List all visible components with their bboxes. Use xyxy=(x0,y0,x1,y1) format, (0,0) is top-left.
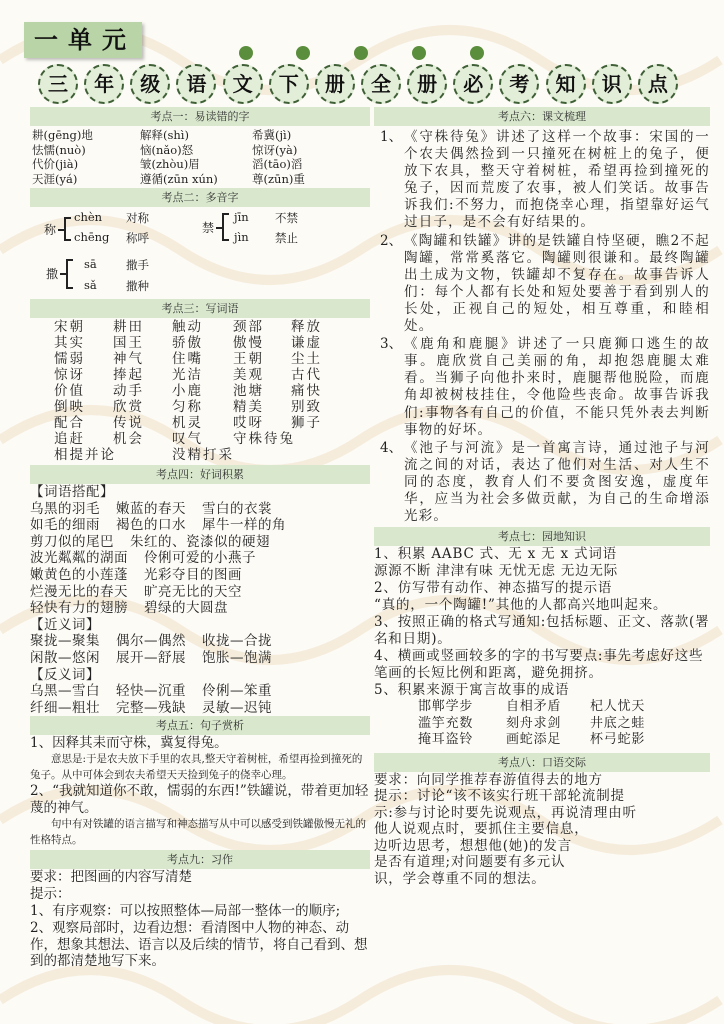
brace-icon xyxy=(66,259,73,289)
word: 其实 xyxy=(54,335,85,351)
dot-icon xyxy=(354,46,368,60)
word: 欣赏 xyxy=(113,399,144,415)
word: 触动 xyxy=(172,319,203,335)
word: 称呼 xyxy=(126,231,149,245)
word: 懦弱 xyxy=(54,351,85,367)
word: 耕田 xyxy=(113,319,144,335)
word: 狮子 xyxy=(291,415,322,431)
sentence-analysis xyxy=(30,735,370,848)
section-1-header: 考点一：易读错的字 xyxy=(30,107,370,126)
word: 捧起 xyxy=(113,367,144,383)
word: 倒映 xyxy=(54,399,85,415)
collocation-title: 【词语搭配】 xyxy=(30,484,114,500)
collocation-row xyxy=(30,534,370,551)
brace-icon xyxy=(222,213,229,241)
word: 机会 xyxy=(113,431,144,447)
idiom: 刻舟求剑 xyxy=(506,715,562,731)
phrase: 雪白的衣裳 xyxy=(202,500,272,517)
dot-icon xyxy=(296,46,310,60)
title-char: 文 xyxy=(223,64,263,104)
phrase: 褐色的口水 xyxy=(116,517,186,534)
idiom: 掩耳盗铃 xyxy=(418,732,474,748)
phrase: 嫩蓝的春天 xyxy=(116,500,186,517)
oral-line: 提示：讨论“该不该实行班干部轮流制提 xyxy=(374,788,625,805)
oral-line: 示:参与讨论时要先说观点，再说清理由听 xyxy=(374,804,637,821)
dot-icon xyxy=(470,46,484,60)
pinyin: chēng xyxy=(74,230,110,244)
pair: 闲散—悠闲 xyxy=(30,649,100,666)
text-review-item xyxy=(374,233,710,336)
pair: 完整—残缺 xyxy=(116,699,186,716)
phrase: 犀牛一样的角 xyxy=(202,517,286,534)
garden-line: 4、横画或竖画较多的字的书写要点:事先考虑好这些笔画的长短比例和距离，避免拥挤。 xyxy=(374,648,704,682)
idiom: 井底之蛙 xyxy=(590,715,646,731)
word: 痛快 xyxy=(291,383,322,399)
phrase: 朱红的、瓷漆似的硬翅 xyxy=(130,533,270,550)
phrase: 旷亮无比的天空 xyxy=(144,583,242,600)
word: 追赶 xyxy=(54,431,85,447)
word: 池塘 xyxy=(233,383,264,399)
word: 国王 xyxy=(113,335,144,351)
word: 撒手 xyxy=(126,258,149,272)
idiom-grid xyxy=(374,699,710,749)
collocation-row xyxy=(30,567,370,584)
good-words-block xyxy=(30,484,370,716)
pair: 收拢—合拢 xyxy=(202,633,272,650)
section-8-header: 考点八：口语交际 xyxy=(374,753,710,772)
item-number: 3、 xyxy=(380,336,403,353)
section-6-header: 考点六：课文梳理 xyxy=(374,107,710,126)
phrase: 波光粼粼的湖面 xyxy=(30,550,128,567)
oral-line: 是否有道理;对问题要有多元认 xyxy=(374,854,566,871)
decorative-dots xyxy=(0,46,724,60)
title-char: 册 xyxy=(315,64,355,104)
title-char: 年 xyxy=(84,64,124,104)
word: 价值 xyxy=(54,383,85,399)
word: 匀称 xyxy=(172,399,203,415)
title-char: 三 xyxy=(38,64,78,104)
collocation-row xyxy=(30,517,370,534)
item-text: 《池子与河流》是一首寓言诗，通过池子与河流之间的对话，表达了他们对生活、对人生不同的态度，教育人们不要贪图安逸，虚度年华，应当为社会多做贡献，为自己的生命增添光彩。 xyxy=(404,439,710,525)
misread-item: 希冀(jì) xyxy=(252,128,292,142)
phrase: 轻快有力的翅膀 xyxy=(30,600,128,617)
pair: 饱胀—饱满 xyxy=(202,649,272,666)
misread-item: 遵循(zūn xún) xyxy=(140,171,218,186)
word: 机灵 xyxy=(172,415,203,431)
pair: 展开—舒展 xyxy=(116,649,186,666)
misread-item: 代价(jià) xyxy=(32,157,79,171)
synonym-row xyxy=(30,650,370,667)
misread-item: 怯懦(nuò) xyxy=(32,142,86,157)
pair: 乌黑—雪白 xyxy=(30,683,100,700)
misread-item: 天涯(yá) xyxy=(32,171,78,186)
phrase: 碧绿的大圆盘 xyxy=(144,600,228,617)
title-char: 必 xyxy=(453,64,493,104)
text-review-item xyxy=(374,336,710,439)
write-words-grid xyxy=(30,318,370,465)
word: 宋朝 xyxy=(54,319,85,335)
polyphone-char: 禁 xyxy=(202,221,215,235)
collocation-row xyxy=(30,501,370,518)
brace-icon xyxy=(64,217,71,241)
idiom: 杞人忧天 xyxy=(590,699,646,715)
misread-item: 皱(zhòu)眉 xyxy=(140,157,200,171)
idiom: 画蛇添足 xyxy=(506,732,562,748)
writing-block xyxy=(30,869,370,970)
dot-icon xyxy=(412,46,426,60)
title-char: 语 xyxy=(176,64,216,104)
phrase: 伶俐可爱的小燕子 xyxy=(144,550,256,567)
garden-line: “真的，一个陶罐!”其他的人都高兴地叫起来。 xyxy=(374,597,668,614)
pair: 伶俐—笨重 xyxy=(202,683,272,700)
pair: 偶尔—偶然 xyxy=(116,633,186,650)
word: 谦虚 xyxy=(291,335,322,351)
title-char: 点 xyxy=(638,64,678,104)
title-char: 考 xyxy=(499,64,539,104)
misread-item: 解释(shì) xyxy=(140,128,189,142)
garden-line: 3、按照正确的格式写通知:包括标题、正文、落款(署名和日期)。 xyxy=(374,614,710,648)
text-review-item xyxy=(374,129,710,232)
collocation-row xyxy=(30,584,370,601)
word: 配合 xyxy=(54,415,85,431)
text-review-list xyxy=(374,126,710,525)
word: 小鹿 xyxy=(172,383,203,399)
misread-item: 滔(tāo)滔 xyxy=(252,157,303,171)
sentence-1: 1、因释其耒而守株，冀复得兔。 xyxy=(30,735,228,752)
garden-knowledge xyxy=(374,546,710,749)
title-char: 册 xyxy=(407,64,447,104)
pinyin: jīn xyxy=(234,210,249,224)
polyphone-block xyxy=(30,207,370,299)
text-review-item xyxy=(374,440,710,525)
pinyin: chèn xyxy=(74,210,103,224)
oral-communication xyxy=(374,772,710,888)
right-column xyxy=(374,107,710,887)
section-2-header: 考点二：多音字 xyxy=(30,188,370,207)
phrase: 乌黑的羽毛 xyxy=(30,500,100,517)
pinyin: sā xyxy=(84,257,97,271)
collocation-row xyxy=(30,600,370,617)
section-9-header: 考点九：习作 xyxy=(30,850,370,869)
sentence-2: 2、“我就知道你不敢，懦弱的东西!”铁罐说，带着更加轻蔑的神气。 xyxy=(30,783,369,817)
polyphone-char: 撒 xyxy=(46,267,59,281)
item-number: 1、 xyxy=(380,129,403,145)
phrase: 光彩夺目的图画 xyxy=(144,566,242,583)
word: 叹气 xyxy=(172,431,203,447)
garden-line: 1、积累 AABC 式、无 x 无 x 式词语 xyxy=(374,546,617,563)
pair: 轻快—沉重 xyxy=(116,683,186,700)
writing-point-2: 2、观察局部时，边看边想：看清图中人物的神态、动作，想象其想法、语言以及后续的情节，将自己看到、想到的都清楚地写下来。 xyxy=(30,919,368,970)
section-4-header: 考点四：好词积累 xyxy=(30,465,370,484)
word: 撒种 xyxy=(126,279,149,293)
word: 神气 xyxy=(113,351,144,367)
word: 没精打采 xyxy=(172,447,234,463)
writing-point-1: 1、有序观察：可以按照整体—局部一整体一的顺序; xyxy=(30,902,341,919)
garden-line: 5、积累来源于寓言故事的成语 xyxy=(374,682,570,699)
phrase: 嫩黄色的小莲蓬 xyxy=(30,566,128,583)
word: 不禁 xyxy=(275,211,298,225)
oral-line: 边听边思考，想想他(她)的发言 xyxy=(374,837,573,854)
misread-item: 恼(nǎo)怒 xyxy=(140,142,194,157)
antonym-title: 【反义词】 xyxy=(30,666,100,683)
phrase: 如毛的细雨 xyxy=(30,517,100,534)
pair: 纤细—粗壮 xyxy=(30,699,100,716)
item-number: 4、 xyxy=(380,439,403,456)
word: 美观 xyxy=(233,367,264,383)
misread-item: 惊讶(yà) xyxy=(252,142,298,157)
word: 古代 xyxy=(291,367,322,383)
pair: 灵敏—迟钝 xyxy=(202,699,272,716)
sentence-1-note: 意思是:于是农夫放下手里的农具,整天守着树桩，希望再捡到撞死的兔子。从中可体会到农夫希望天天捡到兔子的侥幸心理。 xyxy=(30,753,363,781)
antonym-row xyxy=(30,683,370,700)
idiom: 邯郸学步 xyxy=(418,699,474,715)
title-char: 知 xyxy=(546,64,586,104)
word: 王朝 xyxy=(233,351,264,367)
word: 动手 xyxy=(113,383,144,399)
idiom: 自相矛盾 xyxy=(506,699,562,715)
section-5-header: 考点五：句子赏析 xyxy=(30,716,370,735)
pinyin: sǎ xyxy=(84,278,97,292)
collocation-row xyxy=(30,550,370,567)
word: 禁止 xyxy=(275,231,298,245)
misread-item: 尊(zūn)重 xyxy=(252,171,305,186)
writing-hint-label: 提示： xyxy=(30,886,71,903)
page-title xyxy=(38,64,678,104)
section-3-header: 考点三：写词语 xyxy=(30,299,370,318)
unit-label: 一单元 xyxy=(24,22,142,58)
word: 精美 xyxy=(233,399,264,415)
polyphone-char: 称 xyxy=(44,223,57,237)
antonym-row xyxy=(30,700,370,717)
phrase: 剪刀似的尾巴 xyxy=(30,533,114,550)
word: 释放 xyxy=(291,319,322,335)
word: 光洁 xyxy=(172,367,203,383)
phrase: 烂漫无比的春天 xyxy=(30,583,128,600)
word: 住嘴 xyxy=(172,351,203,367)
misread-chars-grid xyxy=(30,126,370,188)
oral-line: 识，学会尊重不同的想法。 xyxy=(374,870,546,887)
misread-item: 耕(gēng)地 xyxy=(32,128,93,142)
word: 别致 xyxy=(291,399,322,415)
garden-line: 源源不断 津津有味 无忧无虑 无边无际 xyxy=(374,563,619,580)
item-number: 2、 xyxy=(380,232,403,249)
word: 相提并论 xyxy=(54,447,116,463)
word: 颈部 xyxy=(233,319,264,335)
word: 骄傲 xyxy=(172,335,203,351)
idiom: 杯弓蛇影 xyxy=(590,732,646,748)
sentence-2-note: 句中有对铁罐的语言描写和神态描写从中可以感受到铁罐傲慢无礼的性格特点。 xyxy=(30,818,366,846)
item-text: 《守株待兔》讲述了这样一个故事：宋国的一个农夫偶然捡到一只撞死在树桩上的兔子，便放下农具，整天守着树桩，希望再捡到撞死的兔子，因而荒废了农事，被人们笑话。故事告诉我们:不努力，而抱侥幸心理，指望靠好运气过日子，是不会有好结果的。 xyxy=(404,129,710,231)
pair: 聚拢—聚集 xyxy=(30,633,100,650)
synonym-title: 【近义词】 xyxy=(30,616,100,633)
oral-line: 要求：向同学推荐春游值得去的地方 xyxy=(374,771,603,788)
dot-icon xyxy=(239,46,253,60)
title-char: 级 xyxy=(130,64,170,104)
word: 尘土 xyxy=(291,351,322,367)
left-column xyxy=(30,107,370,970)
word: 傲慢 xyxy=(233,335,264,351)
word: 守株待兔 xyxy=(233,431,295,447)
idiom: 滥竽充数 xyxy=(418,715,474,731)
title-char: 全 xyxy=(361,64,401,104)
synonym-row xyxy=(30,633,370,650)
word: 对称 xyxy=(126,211,149,225)
word: 传说 xyxy=(113,415,144,431)
item-text: 《鹿角和鹿腿》讲述了一只鹿狮口逃生的故事。鹿欣赏自己美丽的角，却抱怨鹿腿太难看。当狮子向他扑来时，鹿腿帮他脱险，而鹿角却被树枝挂住，令他险些丧命。故事告诉我们:事物各有自己的价值，不能只凭外表去判断事物的好坏。 xyxy=(404,336,710,438)
word: 惊讶 xyxy=(54,367,85,383)
oral-line: 他人说观点时，要抓住主要信息， xyxy=(374,821,589,838)
garden-line: 2、仿写带有动作、神态描写的提示语 xyxy=(374,580,613,597)
writing-requirement: 要求：把图画的内容写清楚 xyxy=(30,869,192,886)
title-char: 识 xyxy=(592,64,632,104)
pinyin: jìn xyxy=(234,230,249,244)
title-char: 下 xyxy=(269,64,309,104)
item-text: 《陶罐和铁罐》讲的是铁罐自恃坚硬，瞧2不起陶罐，常常奚落它。陶罐则很谦和。最终陶罐出土成为文物，铁罐却不复存在。故事告诉人们：每个人都有长处和短处要善于看到别人的长处，正视自己的短处，相互尊重，和睦相处。 xyxy=(404,232,710,335)
word: 哎呀 xyxy=(233,415,264,431)
section-7-header: 考点七：园地知识 xyxy=(374,527,710,546)
